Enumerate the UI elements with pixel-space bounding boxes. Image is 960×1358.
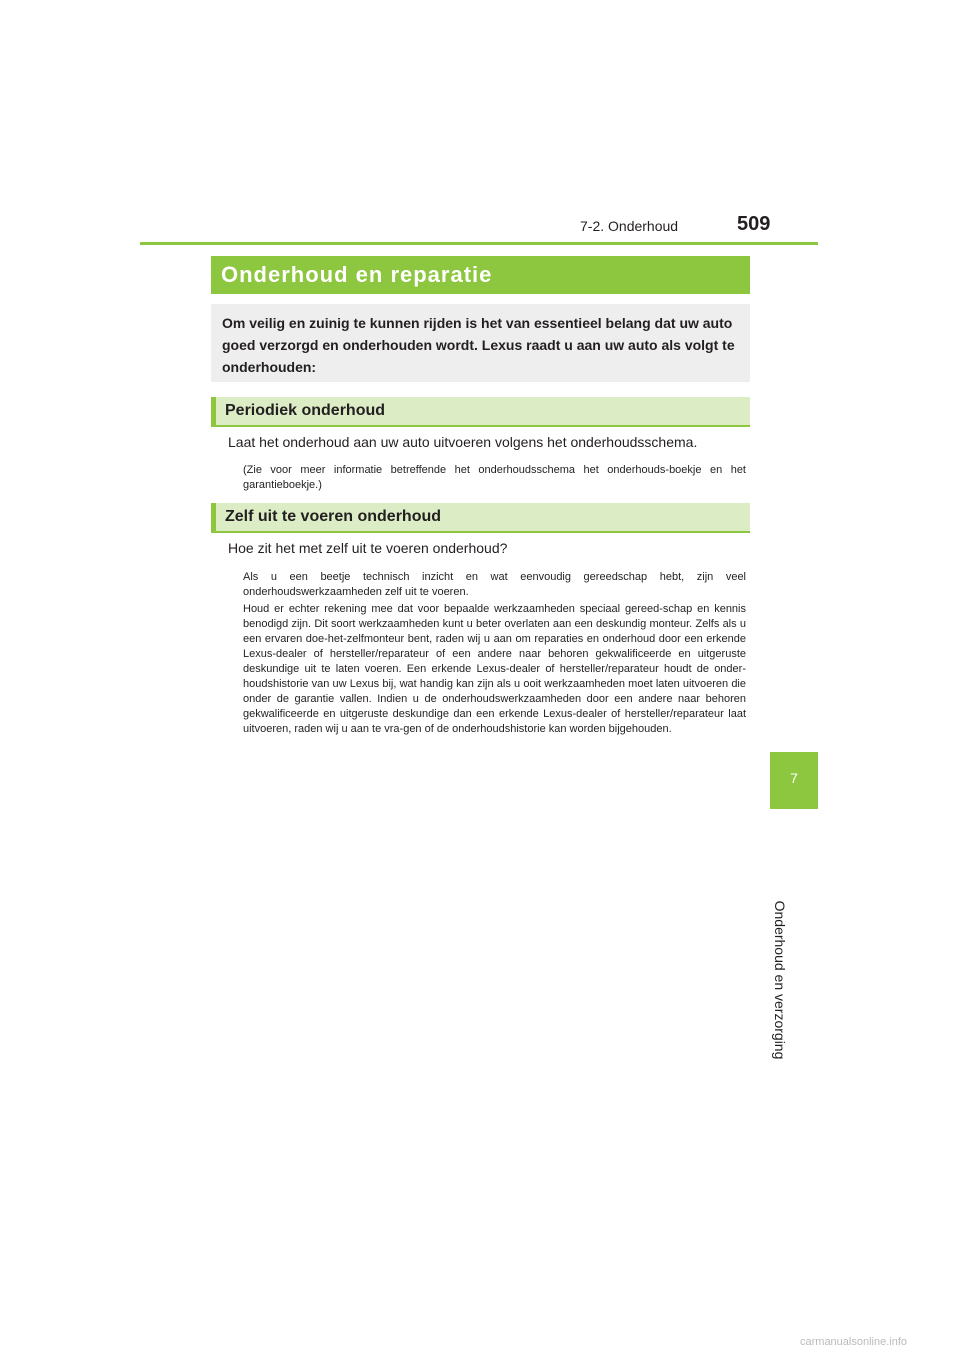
- chapter-tab: 7: [770, 752, 818, 809]
- intro-text: Om veilig en zuinig te kunnen rijden is het van essentieel belang dat uw auto goed verzorgd en onderhouden wordt. Lexus raadt u aan uw auto als volgt te onderhouden:: [211, 304, 750, 382]
- section-title-periodic: Periodiek onderhoud: [211, 397, 750, 427]
- header-divider: [140, 242, 818, 245]
- section-note-self-2: Houd er echter rekening mee dat voor bepaalde werkzaamheden speciaal gereed-schap en kennis benodigd zijn. Dit soort werkzaamheden kunt u beter overlaten aan een deskundig monteur. Zelfs als u een ervaren doe-het-zelfmonteur bent, raden wij u aan om reparaties en onderhoud door een erkende Lexus-dealer of hersteller/reparateur of een andere naar behoren gekwalificeerde en uitgeruste deskundige uit te laten voeren. Een erkende Lexus-dealer of hersteller/reparateur houdt de onder-houdshistorie van uw Lexus bij, wat handig kan zijn als u ooit werkzaamheden moet laten uitvoeren die onder de garantie vallen. Indien u de onderhoudswerkzaamheden door een andere naar behoren gekwalificeerde en uitgeruste deskundige dan een erkende Lexus-dealer of hersteller/reparateur laat uitvoeren, raden wij u aan te vra-gen of de onderhoudshistorie kan worden bijgehouden.: [243, 603, 746, 735]
- chapter-label: Onderhoud en verzorging: [772, 900, 788, 1060]
- section-note-periodic: (Zie voor meer informatie betreffende het onderhoudsschema het onderhouds-boekje en het garantieboekje.): [243, 464, 746, 491]
- section-note-self-1: Als u een beetje technisch inzicht en wat eenvoudig gereedschap hebt, zijn veel onderhoudswerkzaamheden zelf uit te voeren.: [243, 571, 746, 598]
- page-number: 509: [737, 213, 771, 235]
- section-title-self: Zelf uit te voeren onderhoud: [211, 503, 750, 533]
- watermark: carmanualsonline.info: [800, 1336, 908, 1348]
- page-title: Onderhoud en reparatie: [211, 256, 750, 294]
- section-lead-self: Hoe zit het met zelf uit te voeren onderhoud?: [228, 540, 508, 556]
- section-lead-periodic: Laat het onderhoud aan uw auto uitvoeren volgens het onderhoudsschema.: [228, 434, 698, 450]
- header-section: 7-2. Onderhoud: [580, 218, 679, 234]
